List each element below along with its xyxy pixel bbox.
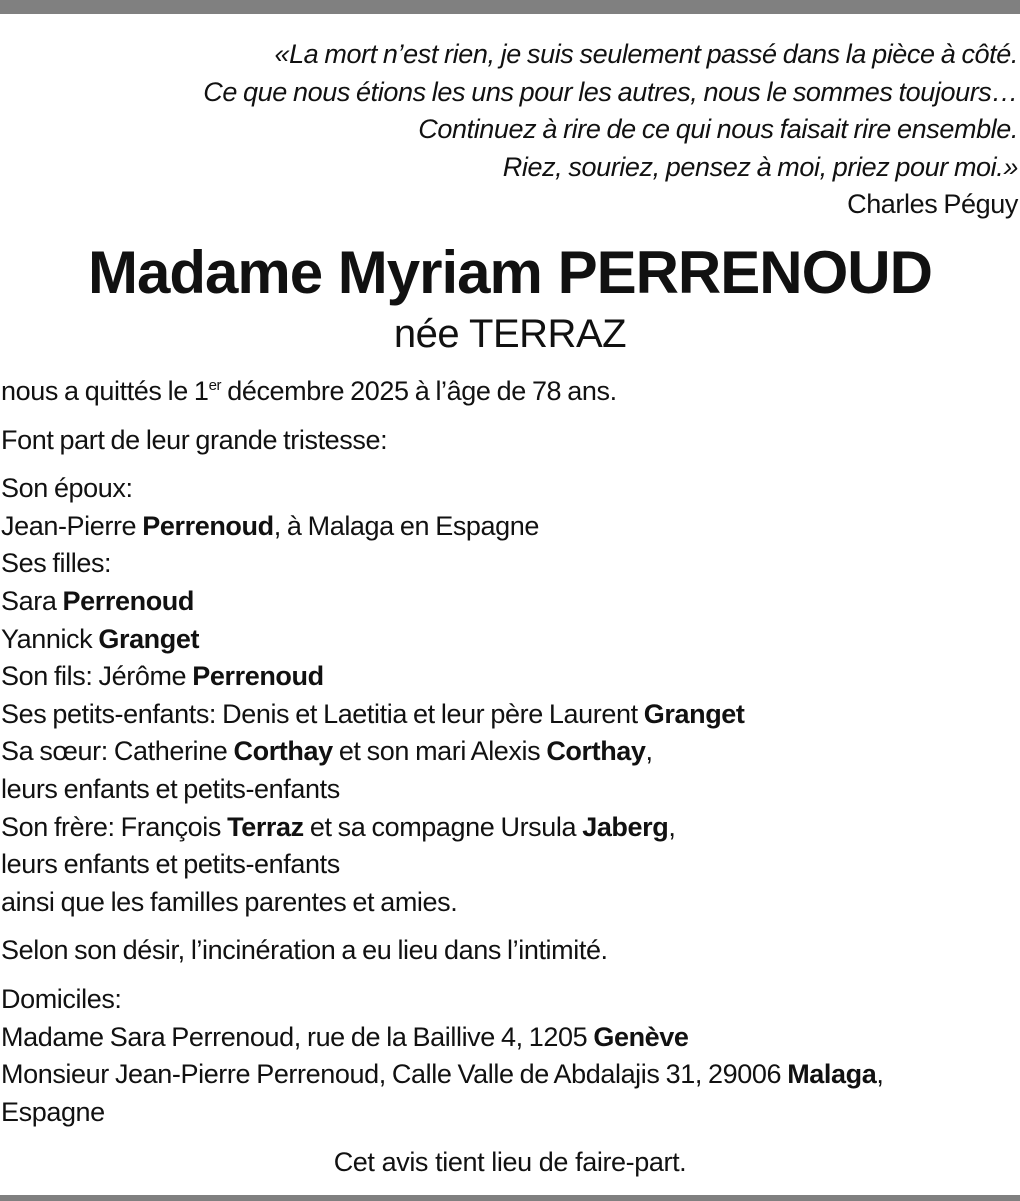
address-country: Espagne	[1, 1096, 105, 1127]
son-line: Son fils: Jérôme Perrenoud	[1, 661, 324, 692]
quote-line: Continuez à rire de ce qui nous faisait rire ensemble.	[418, 114, 1018, 144]
address-line: Monsieur Jean-Pierre Perrenoud, Calle Valle de Abdalajis 31, 29006 Malaga,	[1, 1059, 884, 1090]
brother-line-2: leurs enfants et petits-enfants	[1, 849, 340, 880]
bottom-rule	[0, 1195, 1020, 1201]
quote-line: «La mort n’est rien, je suis seulement passé dans la pièce à côté.	[274, 39, 1018, 69]
spouse-label: Son époux:	[1, 473, 133, 504]
daughter-line: Yannick Granget	[1, 623, 200, 654]
notice-body	[1, 373, 1019, 1131]
address-line: Madame Sara Perrenoud, rue de la Baillive 4, 1205 Genève	[1, 1021, 689, 1052]
sister-line-2: leurs enfants et petits-enfants	[1, 773, 340, 804]
daughters-label: Ses filles:	[1, 548, 112, 579]
maiden-name: née TERRAZ	[393, 312, 627, 356]
top-rule	[0, 0, 1020, 14]
others-line: ainsi que les familles parentes et amies.	[1, 886, 458, 917]
daughter-line: Sara Perrenoud	[1, 585, 194, 616]
ceremony-line: Selon son désir, l’incinération a eu lieu dans l’intimité.	[1, 935, 608, 966]
spouse-line: Jean-Pierre Perrenoud, à Malaga en Espagne	[1, 510, 540, 541]
epigraph-quote	[18, 36, 1018, 224]
domiciles-label: Domiciles:	[1, 983, 122, 1014]
quote-author: Charles Péguy	[847, 189, 1018, 219]
death-statement: nous a quittés le 1er décembre 2025 à l’âge de 78 ans.	[1, 376, 617, 406]
quote-line: Riez, souriez, pensez à moi, priez pour moi.»	[502, 151, 1018, 182]
sister-line: Sa sœur: Catherine Corthay et son mari Alexis Corthay,	[1, 736, 653, 767]
intro-line: Font part de leur grande tristesse:	[1, 424, 388, 455]
closing-note: Cet avis tient lieu de faire-part.	[333, 1147, 687, 1177]
deceased-name: Madame Myriam PERRENOUD	[88, 239, 932, 306]
quote-line: Ce que nous étions les uns pour les autres, nous le sommes toujours…	[203, 76, 1018, 107]
brother-line: Son frère: François Terraz et sa compagne Ursula Jaberg,	[1, 811, 676, 842]
grandchildren-line: Ses petits-enfants: Denis et Laetitia et leur père Laurent Granget	[1, 698, 745, 729]
ordinal-superscript: er	[208, 377, 222, 394]
